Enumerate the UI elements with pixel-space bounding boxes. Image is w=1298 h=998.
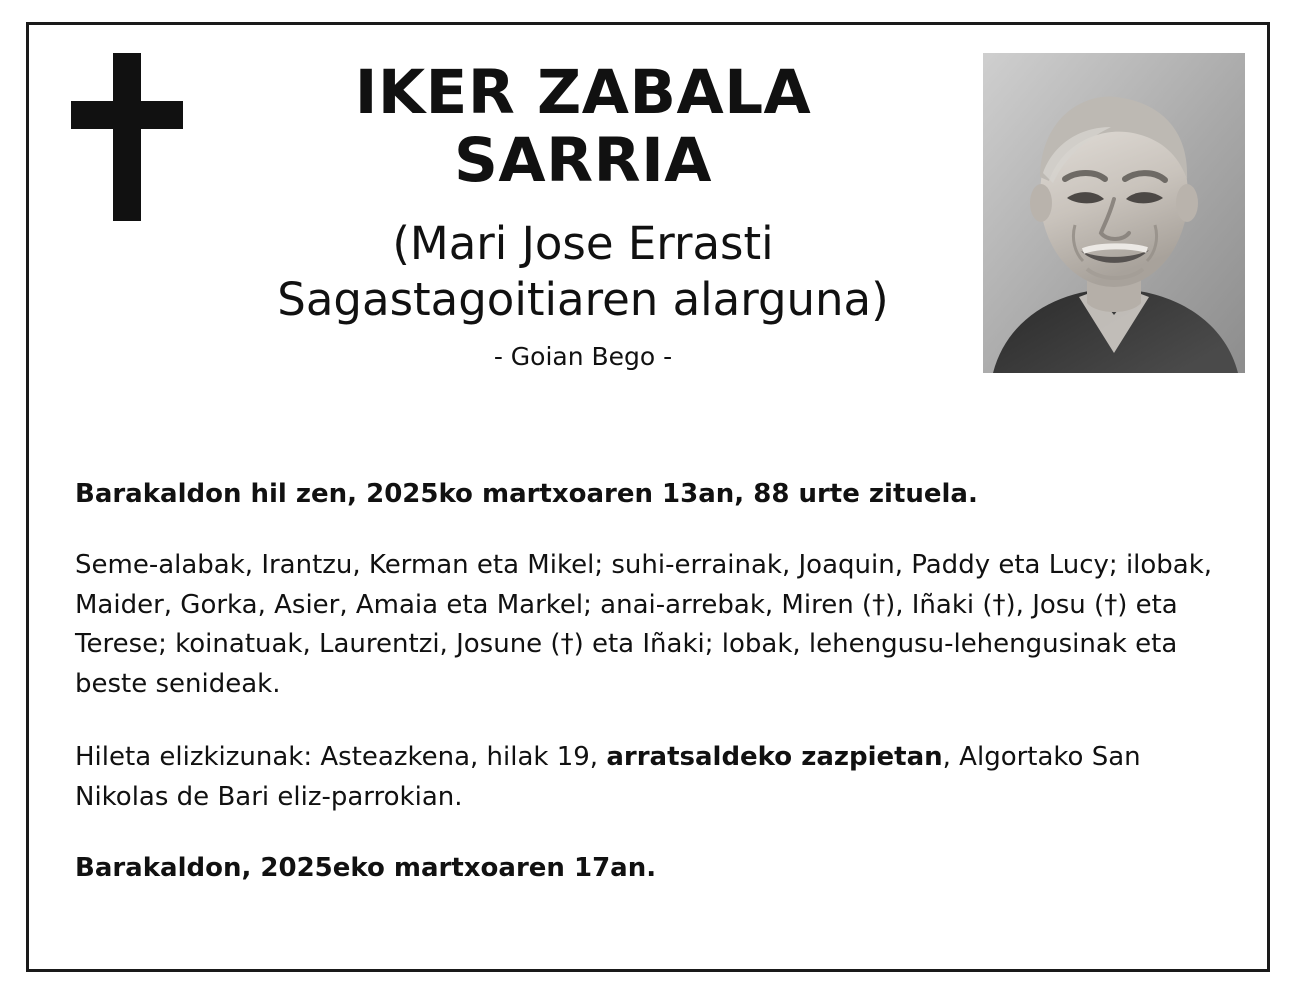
- funeral-suffix: , Algortako San Nikolas de Bari eliz-parrokian.: [75, 742, 1141, 812]
- funeral-details: [75, 738, 1219, 817]
- funeral-time: arratsaldeko zazpietan: [606, 742, 943, 773]
- family-list: Seme-alabak, Irantzu, Kerman eta Mikel; suhi-errainak, Joaquin, Paddy eta Lucy; ilobak, Maider, Gorka, Asier, Amaia eta Markel; anai-arrebak, Miren (†), Iñaki (†), Josu (†) eta Terese; koinatuak, Laurentzi, Josune (†) eta Iñaki; lobak, lehengusu-lehengusinak eta beste senideak.: [75, 550, 1213, 699]
- blessing-text: - Goian Bego -: [493, 342, 673, 372]
- latin-cross-icon: [71, 53, 191, 223]
- death-announcement: Barakaldon hil zen, 2025ko martxoaren 13an, 88 urte zituela.: [75, 479, 978, 509]
- notice-header: [199, 59, 967, 371]
- cross-vertical-bar: [113, 53, 141, 221]
- deceased-name-line-1: IKER ZABALA: [354, 57, 812, 128]
- obituary-notice: [26, 22, 1270, 972]
- closing-line: Barakaldon, 2025eko martxoaren 17an.: [75, 853, 657, 884]
- spouse-reference-line-2: Sagastagoitiaren alarguna): [277, 272, 889, 326]
- notice-body: [75, 477, 1219, 886]
- funeral-prefix: Hileta elizkizunak: Asteazkena, hilak 19,: [75, 742, 607, 773]
- cross-horizontal-bar: [71, 101, 183, 129]
- portrait-photo: [983, 53, 1245, 373]
- notice-inner: [29, 25, 1267, 969]
- spouse-reference-line-1: (Mari Jose Errasti: [392, 216, 774, 270]
- deceased-name-line-2: SARRIA: [454, 125, 712, 197]
